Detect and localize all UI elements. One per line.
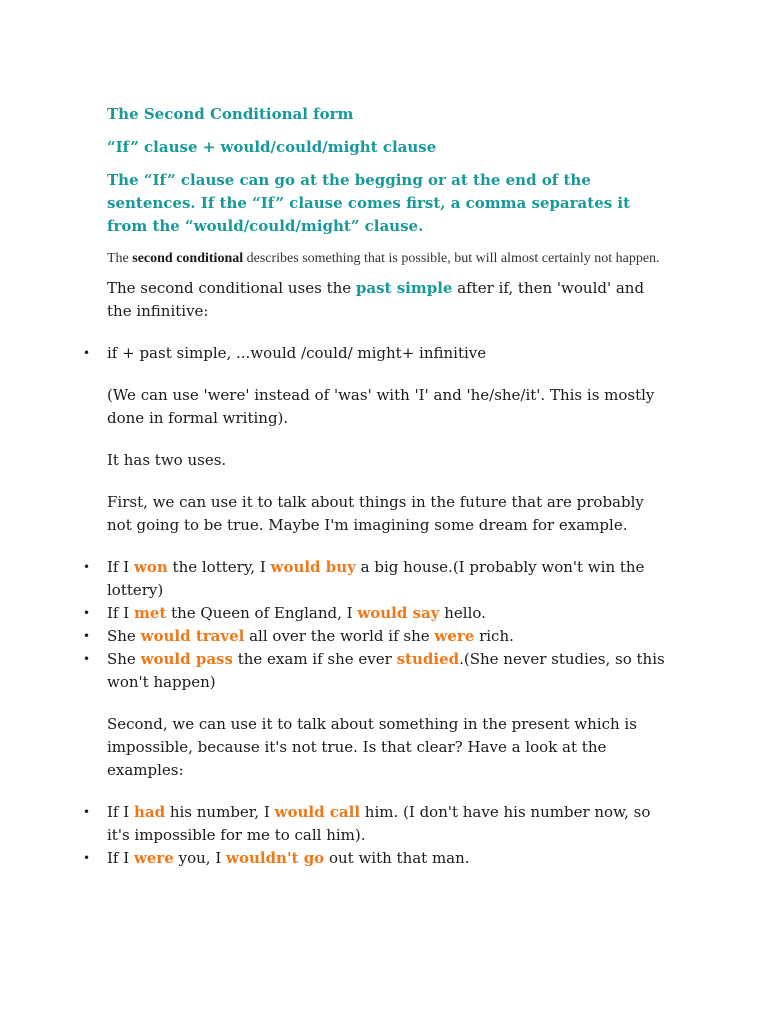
bullet-icon: • bbox=[83, 851, 91, 865]
page-title: The Second Conditional form bbox=[107, 105, 354, 123]
example-verb: studied bbox=[396, 650, 460, 668]
example-text: the lottery, I bbox=[167, 558, 271, 576]
note-paragraph: (We can use 'were' instead of 'was' with 'I' and 'he/she/it'. This is mostly done in formal writing). bbox=[107, 386, 655, 427]
example-verb: would pass bbox=[140, 650, 233, 668]
example-text: She bbox=[107, 627, 141, 645]
definition-pre: The bbox=[107, 251, 133, 266]
example-verb: would call bbox=[274, 803, 361, 821]
bullet-icon: • bbox=[83, 606, 91, 620]
example-verb: wouldn't go bbox=[226, 849, 325, 867]
usage-post: after if, then 'would' and the infinitive: bbox=[107, 279, 645, 320]
example-text: him. (I don't have his number now, so it's impossible for me to call him). bbox=[107, 803, 651, 844]
list-item bbox=[83, 801, 667, 847]
second-examples-list bbox=[83, 801, 667, 870]
definition-post: describes something that is possible, but will almost certainly not happen. bbox=[243, 251, 660, 266]
usage-paragraph bbox=[107, 277, 667, 323]
example-verb: had bbox=[133, 803, 166, 821]
bullet-icon: • bbox=[83, 560, 91, 574]
example-text: If I bbox=[107, 803, 134, 821]
example-text: the exam if she ever bbox=[232, 650, 397, 668]
definition-bold: second conditional bbox=[132, 251, 244, 266]
example-verb: would say bbox=[357, 604, 440, 622]
example-text: the Queen of England, I bbox=[166, 604, 358, 622]
example-verb: were bbox=[434, 627, 475, 645]
example-verb: won bbox=[133, 558, 168, 576]
first-examples-list bbox=[83, 556, 667, 694]
usage-highlight: past simple bbox=[355, 279, 453, 297]
example-text: If I bbox=[107, 558, 134, 576]
example-text: If I bbox=[107, 849, 134, 867]
bullet-icon: • bbox=[83, 652, 91, 666]
usage-pre: The second conditional uses the bbox=[107, 279, 356, 297]
example-text: rich. bbox=[474, 627, 514, 645]
example-verb: met bbox=[133, 604, 167, 622]
example-text: .(She never studies, so this won't happen) bbox=[107, 650, 665, 691]
example-text: all over the world if she bbox=[244, 627, 435, 645]
example-verb: would travel bbox=[140, 627, 245, 645]
two-uses-paragraph: It has two uses. bbox=[107, 451, 227, 469]
example-text: his number, I bbox=[165, 803, 275, 821]
example-text: She bbox=[107, 650, 141, 668]
bullet-icon: • bbox=[83, 629, 91, 643]
rule-heading: The “If” clause can go at the begging or at the end of the sentences. If the “If” clause comes first, a comma separates it from the “would/could/might” clause. bbox=[107, 171, 631, 235]
first-use-paragraph: First, we can use it to talk about things in the future that are probably not going to be true. Maybe I'm imagining some dream for example. bbox=[107, 493, 644, 534]
structure-text: if + past simple, ...would /could/ might+ infinitive bbox=[107, 344, 487, 362]
list-item bbox=[83, 625, 667, 648]
document-page bbox=[83, 103, 667, 889]
list-item bbox=[83, 648, 667, 694]
list-item bbox=[83, 556, 667, 602]
example-text: hello. bbox=[439, 604, 486, 622]
example-text: a big house.(I probably won't win the lottery) bbox=[107, 558, 645, 599]
list-item bbox=[83, 847, 667, 870]
example-text: If I bbox=[107, 604, 134, 622]
bullet-icon: • bbox=[83, 346, 91, 360]
example-verb: were bbox=[133, 849, 174, 867]
second-use-paragraph: Second, we can use it to talk about something in the present which is impossible, because it's not true. Is that clear? Have a look at the examples: bbox=[107, 715, 637, 779]
list-item bbox=[83, 342, 667, 365]
structure-list bbox=[83, 342, 667, 365]
formula-heading: “If” clause + would/could/might clause bbox=[107, 138, 437, 156]
example-verb: would buy bbox=[270, 558, 356, 576]
example-text: out with that man. bbox=[324, 849, 470, 867]
example-text: you, I bbox=[173, 849, 227, 867]
definition-paragraph bbox=[107, 247, 667, 271]
bullet-icon: • bbox=[83, 805, 91, 819]
list-item bbox=[83, 602, 667, 625]
